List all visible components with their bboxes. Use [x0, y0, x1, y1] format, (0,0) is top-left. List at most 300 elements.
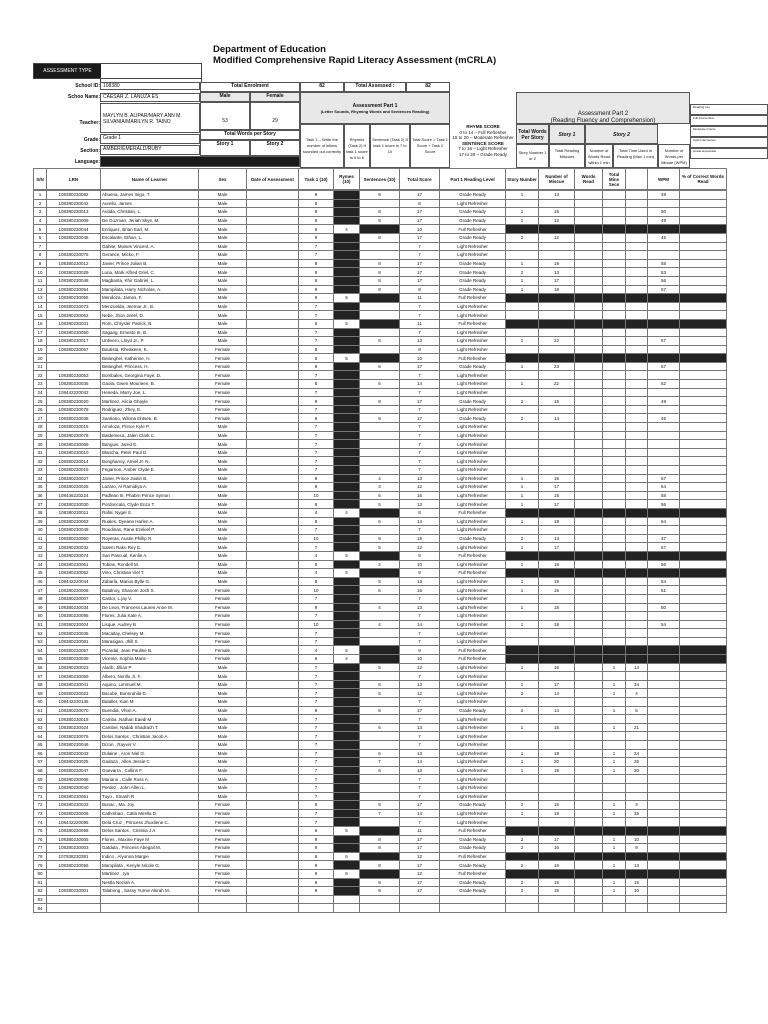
- table-cell[interactable]: 108380230040: [47, 783, 101, 792]
- table-cell[interactable]: Female: [199, 655, 247, 664]
- table-cell[interactable]: [626, 715, 648, 724]
- table-cell[interactable]: 17: [539, 543, 575, 552]
- table-cell[interactable]: 17: [400, 208, 440, 217]
- table-cell[interactable]: [626, 551, 648, 560]
- table-cell[interactable]: Pordoncala, Clyde Enzo T.: [101, 500, 199, 509]
- table-cell[interactable]: 7: [299, 637, 334, 646]
- table-cell[interactable]: Talabong , Sassy Yumie Akirah M.: [101, 887, 199, 896]
- school-name-value[interactable]: CAESAR Z. LANUZA ES: [100, 93, 200, 102]
- table-cell[interactable]: 80: [34, 869, 47, 878]
- table-cell[interactable]: [539, 423, 575, 432]
- table-cell[interactable]: 35: [626, 809, 648, 818]
- table-cell[interactable]: 108380230034: [47, 603, 101, 612]
- table-cell[interactable]: 5: [334, 646, 360, 655]
- table-cell[interactable]: [680, 259, 727, 268]
- table-cell[interactable]: 5: [360, 689, 400, 698]
- table-cell[interactable]: [648, 526, 680, 535]
- table-cell[interactable]: 108380230060: [47, 534, 101, 543]
- table-cell[interactable]: 4: [299, 569, 334, 578]
- table-cell[interactable]: 6: [299, 826, 334, 835]
- table-cell[interactable]: [626, 792, 648, 801]
- table-cell[interactable]: [334, 491, 360, 500]
- table-cell[interactable]: 48: [648, 191, 680, 200]
- table-cell[interactable]: [506, 345, 539, 354]
- table-cell[interactable]: 108380230063: [47, 517, 101, 526]
- table-cell[interactable]: Santiano, Wilona Ehtsee, B.: [101, 414, 199, 423]
- table-cell[interactable]: 108380230050: [47, 328, 101, 337]
- table-cell[interactable]: 1: [506, 337, 539, 346]
- table-cell[interactable]: [247, 380, 299, 389]
- table-cell[interactable]: [626, 534, 648, 543]
- table-cell[interactable]: 108380230048: [47, 276, 101, 285]
- table-cell[interactable]: [648, 388, 680, 397]
- table-cell[interactable]: [626, 483, 648, 492]
- table-cell[interactable]: 2: [506, 706, 539, 715]
- table-cell[interactable]: 108380230073: [47, 302, 101, 311]
- table-cell[interactable]: [506, 319, 539, 328]
- table-cell[interactable]: 3: [626, 801, 648, 810]
- table-cell[interactable]: [603, 792, 626, 801]
- table-cell[interactable]: [575, 861, 603, 870]
- table-cell[interactable]: [334, 680, 360, 689]
- table-cell[interactable]: Male: [199, 698, 247, 707]
- table-cell[interactable]: [360, 732, 400, 741]
- table-cell[interactable]: [575, 294, 603, 303]
- table-cell[interactable]: 2: [506, 801, 539, 810]
- table-cell[interactable]: [334, 612, 360, 621]
- table-cell[interactable]: 7: [400, 466, 440, 475]
- table-cell[interactable]: 107938230381: [47, 852, 101, 861]
- table-cell[interactable]: 35: [34, 483, 47, 492]
- table-cell[interactable]: [575, 878, 603, 887]
- table-cell[interactable]: Cambel, Nadab Shadrach T.: [101, 723, 199, 732]
- table-cell[interactable]: [247, 474, 299, 483]
- table-cell[interactable]: [506, 612, 539, 621]
- table-cell[interactable]: [603, 483, 626, 492]
- table-cell[interactable]: Bataller, Kian M: [101, 698, 199, 707]
- table-cell[interactable]: 14: [539, 689, 575, 698]
- table-cell[interactable]: Male: [199, 457, 247, 466]
- table-cell[interactable]: 4: [360, 603, 400, 612]
- table-cell[interactable]: 6: [360, 749, 400, 758]
- table-cell[interactable]: [603, 543, 626, 552]
- table-cell[interactable]: [575, 491, 603, 500]
- table-cell[interactable]: 108380230013: [47, 208, 101, 217]
- table-cell[interactable]: 8: [360, 276, 400, 285]
- table-cell[interactable]: Male: [199, 448, 247, 457]
- table-cell[interactable]: [603, 466, 626, 475]
- table-cell[interactable]: 37: [34, 500, 47, 509]
- table-cell[interactable]: 24: [626, 749, 648, 758]
- table-cell[interactable]: [334, 397, 360, 406]
- table-cell[interactable]: Grade Ready: [440, 276, 506, 285]
- table-cell[interactable]: [360, 440, 400, 449]
- table-cell[interactable]: 1: [603, 861, 626, 870]
- table-cell[interactable]: [648, 689, 680, 698]
- table-cell[interactable]: [648, 869, 680, 878]
- table-cell[interactable]: [247, 233, 299, 242]
- table-cell[interactable]: [626, 242, 648, 251]
- table-cell[interactable]: [539, 294, 575, 303]
- table-cell[interactable]: [680, 741, 727, 750]
- table-cell[interactable]: 108442220042: [47, 388, 101, 397]
- table-cell[interactable]: 54: [648, 483, 680, 492]
- table-cell[interactable]: [626, 423, 648, 432]
- table-cell[interactable]: [360, 715, 400, 724]
- table-cell[interactable]: [603, 208, 626, 217]
- table-cell[interactable]: 8: [360, 259, 400, 268]
- table-cell[interactable]: [334, 500, 360, 509]
- table-cell[interactable]: [334, 242, 360, 251]
- table-cell[interactable]: [648, 852, 680, 861]
- table-cell[interactable]: Grade Ready: [440, 706, 506, 715]
- table-cell[interactable]: 10: [299, 534, 334, 543]
- table-cell[interactable]: 69: [34, 775, 47, 784]
- table-cell[interactable]: Mendoza, James, F.: [101, 294, 199, 303]
- table-cell[interactable]: 5: [334, 551, 360, 560]
- table-cell[interactable]: Light Refresher: [440, 311, 506, 320]
- table-cell[interactable]: [334, 414, 360, 423]
- table-cell[interactable]: Female: [199, 586, 247, 595]
- table-cell[interactable]: 56: [648, 500, 680, 509]
- table-cell[interactable]: [648, 887, 680, 896]
- table-cell[interactable]: [626, 646, 648, 655]
- table-cell[interactable]: [648, 405, 680, 414]
- table-cell[interactable]: Escalante, Ethan, L.: [101, 233, 199, 242]
- table-cell[interactable]: [247, 508, 299, 517]
- table-cell[interactable]: [648, 328, 680, 337]
- table-cell[interactable]: Male: [199, 259, 247, 268]
- table-cell[interactable]: 108380230051: [47, 792, 101, 801]
- table-cell[interactable]: 18: [539, 766, 575, 775]
- table-cell[interactable]: [648, 758, 680, 767]
- table-cell[interactable]: 12: [400, 483, 440, 492]
- table-cell[interactable]: [334, 809, 360, 818]
- table-cell[interactable]: Female: [199, 801, 247, 810]
- table-cell[interactable]: [334, 672, 360, 681]
- table-cell[interactable]: [575, 233, 603, 242]
- table-cell[interactable]: 1: [506, 586, 539, 595]
- grade-value[interactable]: Grade 1: [100, 134, 200, 144]
- table-cell[interactable]: [648, 861, 680, 870]
- table-cell[interactable]: 9: [400, 646, 440, 655]
- table-cell[interactable]: Light Refresher: [440, 474, 506, 483]
- table-cell[interactable]: 7: [299, 526, 334, 535]
- table-cell[interactable]: Full Refresher: [440, 294, 506, 303]
- table-cell[interactable]: [603, 259, 626, 268]
- table-cell[interactable]: Female: [199, 594, 247, 603]
- table-cell[interactable]: Bautista, Rheakeen, K.: [101, 345, 199, 354]
- table-cell[interactable]: 7: [400, 388, 440, 397]
- table-cell[interactable]: [575, 655, 603, 664]
- table-cell[interactable]: [648, 818, 680, 827]
- table-cell[interactable]: [648, 508, 680, 517]
- table-cell[interactable]: [247, 466, 299, 475]
- table-cell[interactable]: [334, 448, 360, 457]
- table-cell[interactable]: [626, 345, 648, 354]
- table-cell[interactable]: Aquino, Limmuel M.: [101, 680, 199, 689]
- table-cell[interactable]: 47: [648, 534, 680, 543]
- table-cell[interactable]: Batalnoy, Shanom Josh S.: [101, 586, 199, 595]
- table-cell[interactable]: Grade Ready: [440, 362, 506, 371]
- table-cell[interactable]: [626, 208, 648, 217]
- table-cell[interactable]: [360, 637, 400, 646]
- table-cell[interactable]: 17: [400, 414, 440, 423]
- table-cell[interactable]: [247, 612, 299, 621]
- table-cell[interactable]: Abuena, James Inigo, T.: [101, 191, 199, 200]
- table-cell[interactable]: [334, 276, 360, 285]
- table-cell[interactable]: 31: [34, 448, 47, 457]
- table-cell[interactable]: [626, 620, 648, 629]
- table-cell[interactable]: [626, 852, 648, 861]
- table-cell[interactable]: Male: [199, 431, 247, 440]
- table-cell[interactable]: [47, 878, 101, 887]
- table-cell[interactable]: [334, 534, 360, 543]
- table-cell[interactable]: 7: [299, 423, 334, 432]
- table-cell[interactable]: [680, 887, 727, 896]
- table-cell[interactable]: [360, 612, 400, 621]
- table-cell[interactable]: Grade Ready: [440, 191, 506, 200]
- table-cell[interactable]: 47: [34, 586, 47, 595]
- table-cell[interactable]: 2: [506, 878, 539, 887]
- table-cell[interactable]: [648, 749, 680, 758]
- table-cell[interactable]: De Leon, Francess Lauren Anne M.: [101, 603, 199, 612]
- table-cell[interactable]: 13: [539, 268, 575, 277]
- table-cell[interactable]: [626, 637, 648, 646]
- table-cell[interactable]: [47, 362, 101, 371]
- table-cell[interactable]: [680, 457, 727, 466]
- table-cell[interactable]: [506, 783, 539, 792]
- table-cell[interactable]: 57: [648, 285, 680, 294]
- table-cell[interactable]: [360, 655, 400, 664]
- table-cell[interactable]: 1: [506, 766, 539, 775]
- table-cell[interactable]: [247, 766, 299, 775]
- table-cell[interactable]: [360, 371, 400, 380]
- table-cell[interactable]: Guevarra , Collins F.: [101, 766, 199, 775]
- table-cell[interactable]: [539, 405, 575, 414]
- table-cell[interactable]: [506, 904, 539, 913]
- table-cell[interactable]: [626, 354, 648, 363]
- table-cell[interactable]: 108380230032: [47, 543, 101, 552]
- table-cell[interactable]: 4: [334, 508, 360, 517]
- table-cell[interactable]: Untivero, Lloyd Jr., P.: [101, 337, 199, 346]
- table-cell[interactable]: 7: [400, 594, 440, 603]
- table-cell[interactable]: [360, 783, 400, 792]
- table-cell[interactable]: 14: [539, 414, 575, 423]
- table-cell[interactable]: 19: [539, 749, 575, 758]
- table-cell[interactable]: [680, 285, 727, 294]
- table-cell[interactable]: 1: [506, 680, 539, 689]
- table-cell[interactable]: 1: [506, 259, 539, 268]
- table-cell[interactable]: [680, 586, 727, 595]
- table-cell[interactable]: [603, 354, 626, 363]
- table-cell[interactable]: [626, 818, 648, 827]
- table-cell[interactable]: Male: [199, 208, 247, 217]
- table-cell[interactable]: [648, 354, 680, 363]
- table-cell[interactable]: [680, 698, 727, 707]
- table-cell[interactable]: [247, 852, 299, 861]
- table-cell[interactable]: [648, 655, 680, 664]
- table-cell[interactable]: 10: [626, 835, 648, 844]
- table-cell[interactable]: 9: [299, 191, 334, 200]
- table-cell[interactable]: 108380230012: [47, 259, 101, 268]
- table-cell[interactable]: 45: [648, 414, 680, 423]
- table-cell[interactable]: [603, 715, 626, 724]
- table-cell[interactable]: Belanghel, Katherine, H.: [101, 354, 199, 363]
- table-cell[interactable]: Female: [199, 826, 247, 835]
- table-cell[interactable]: [575, 577, 603, 586]
- table-cell[interactable]: [680, 809, 727, 818]
- table-cell[interactable]: [360, 569, 400, 578]
- table-cell[interactable]: [539, 783, 575, 792]
- table-cell[interactable]: Female: [199, 887, 247, 896]
- table-cell[interactable]: [603, 775, 626, 784]
- table-cell[interactable]: Female: [199, 637, 247, 646]
- table-cell[interactable]: [603, 371, 626, 380]
- table-cell[interactable]: 14: [539, 706, 575, 715]
- table-cell[interactable]: 108380230076: [47, 732, 101, 741]
- table-cell[interactable]: 5: [334, 354, 360, 363]
- table-cell[interactable]: [603, 199, 626, 208]
- table-cell[interactable]: 9: [299, 801, 334, 810]
- table-cell[interactable]: [334, 758, 360, 767]
- table-cell[interactable]: 6: [360, 586, 400, 595]
- table-cell[interactable]: 17: [539, 500, 575, 509]
- table-cell[interactable]: [539, 328, 575, 337]
- table-cell[interactable]: Light Refresher: [440, 526, 506, 535]
- table-cell[interactable]: [539, 354, 575, 363]
- table-cell[interactable]: 17: [400, 259, 440, 268]
- table-cell[interactable]: 2: [360, 560, 400, 569]
- table-cell[interactable]: [648, 423, 680, 432]
- table-cell[interactable]: [626, 732, 648, 741]
- table-cell[interactable]: [603, 852, 626, 861]
- table-cell[interactable]: Enriquez, Brian Earl, M.: [101, 225, 199, 234]
- table-cell[interactable]: [247, 208, 299, 217]
- table-cell[interactable]: [539, 655, 575, 664]
- table-cell[interactable]: [680, 268, 727, 277]
- table-cell[interactable]: Baldemeca, Jalen Clark C.: [101, 431, 199, 440]
- table-cell[interactable]: 9: [34, 259, 47, 268]
- table-cell[interactable]: Male: [199, 783, 247, 792]
- table-cell[interactable]: [334, 904, 360, 913]
- table-cell[interactable]: Nestla Neziah A.: [101, 878, 199, 887]
- table-cell[interactable]: Vino, Christian Viel T.: [101, 569, 199, 578]
- table-cell[interactable]: Light Refresher: [440, 380, 506, 389]
- table-cell[interactable]: 108380230057: [47, 646, 101, 655]
- table-cell[interactable]: [603, 732, 626, 741]
- table-cell[interactable]: 108380230049: [47, 526, 101, 535]
- table-cell[interactable]: [334, 268, 360, 277]
- table-cell[interactable]: 108380230029: [47, 268, 101, 277]
- table-cell[interactable]: 53: [648, 268, 680, 277]
- table-cell[interactable]: Light Refresher: [440, 577, 506, 586]
- table-cell[interactable]: [506, 508, 539, 517]
- table-cell[interactable]: Male: [199, 775, 247, 784]
- table-cell[interactable]: [247, 483, 299, 492]
- table-cell[interactable]: 50: [648, 208, 680, 217]
- table-cell[interactable]: [539, 242, 575, 251]
- table-cell[interactable]: [506, 655, 539, 664]
- table-cell[interactable]: 9: [299, 861, 334, 870]
- table-cell[interactable]: Javier, Prince Julian B.: [101, 259, 199, 268]
- table-cell[interactable]: 7: [400, 242, 440, 251]
- table-cell[interactable]: Grade Ready: [440, 861, 506, 870]
- table-cell[interactable]: Gatdula , Princess Abegail M.: [101, 844, 199, 853]
- table-cell[interactable]: [648, 835, 680, 844]
- table-cell[interactable]: [626, 337, 648, 346]
- table-cell[interactable]: [603, 328, 626, 337]
- table-cell[interactable]: [360, 405, 400, 414]
- table-cell[interactable]: [539, 457, 575, 466]
- table-cell[interactable]: [680, 612, 727, 621]
- table-cell[interactable]: [680, 225, 727, 234]
- table-cell[interactable]: [603, 414, 626, 423]
- table-cell[interactable]: Rom, Chrysler Patrick, B.: [101, 319, 199, 328]
- table-cell[interactable]: 50: [648, 603, 680, 612]
- table-cell[interactable]: [575, 672, 603, 681]
- table-cell[interactable]: 16: [539, 861, 575, 870]
- table-cell[interactable]: Bonghanoy, Amiel Jr. N.: [101, 457, 199, 466]
- table-cell[interactable]: [506, 732, 539, 741]
- table-cell[interactable]: [575, 199, 603, 208]
- table-cell[interactable]: [575, 268, 603, 277]
- table-cell[interactable]: 108380230004: [47, 620, 101, 629]
- table-cell[interactable]: [603, 818, 626, 827]
- table-cell[interactable]: [575, 801, 603, 810]
- table-cell[interactable]: 2: [506, 835, 539, 844]
- table-cell[interactable]: 17: [400, 861, 440, 870]
- table-cell[interactable]: [575, 749, 603, 758]
- table-cell[interactable]: 19: [539, 259, 575, 268]
- table-cell[interactable]: 8: [360, 835, 400, 844]
- table-cell[interactable]: 1: [506, 723, 539, 732]
- table-cell[interactable]: [575, 620, 603, 629]
- table-cell[interactable]: [626, 629, 648, 638]
- table-cell[interactable]: 1: [506, 577, 539, 586]
- table-cell[interactable]: [680, 466, 727, 475]
- table-cell[interactable]: 108380230008: [47, 586, 101, 595]
- table-cell[interactable]: [626, 826, 648, 835]
- table-cell[interactable]: 13: [400, 337, 440, 346]
- table-cell[interactable]: 1: [506, 208, 539, 217]
- table-cell[interactable]: Light Refresher: [440, 302, 506, 311]
- table-cell[interactable]: Male: [199, 483, 247, 492]
- table-cell[interactable]: [506, 423, 539, 432]
- table-cell[interactable]: Grade Ready: [440, 233, 506, 242]
- table-cell[interactable]: 108380230044: [47, 225, 101, 234]
- table-cell[interactable]: [648, 637, 680, 646]
- table-cell[interactable]: 9: [299, 474, 334, 483]
- table-cell[interactable]: 27: [34, 414, 47, 423]
- table-cell[interactable]: Dizon , Rayver V.: [101, 741, 199, 750]
- table-cell[interactable]: Male: [199, 466, 247, 475]
- table-cell[interactable]: [626, 904, 648, 913]
- table-cell[interactable]: 4: [34, 216, 47, 225]
- table-cell[interactable]: Bunac , Ma. Joy: [101, 801, 199, 810]
- table-cell[interactable]: [575, 423, 603, 432]
- table-cell[interactable]: 6: [360, 517, 400, 526]
- table-cell[interactable]: 108380230067: [47, 345, 101, 354]
- table-cell[interactable]: 17: [539, 276, 575, 285]
- table-cell[interactable]: [603, 826, 626, 835]
- table-cell[interactable]: Aurello, James: [101, 199, 199, 208]
- table-cell[interactable]: 108380230027: [47, 474, 101, 483]
- table-cell[interactable]: [247, 526, 299, 535]
- table-cell[interactable]: [247, 423, 299, 432]
- table-cell[interactable]: 7: [299, 371, 334, 380]
- table-cell[interactable]: Belanghel, Princess, H.: [101, 362, 199, 371]
